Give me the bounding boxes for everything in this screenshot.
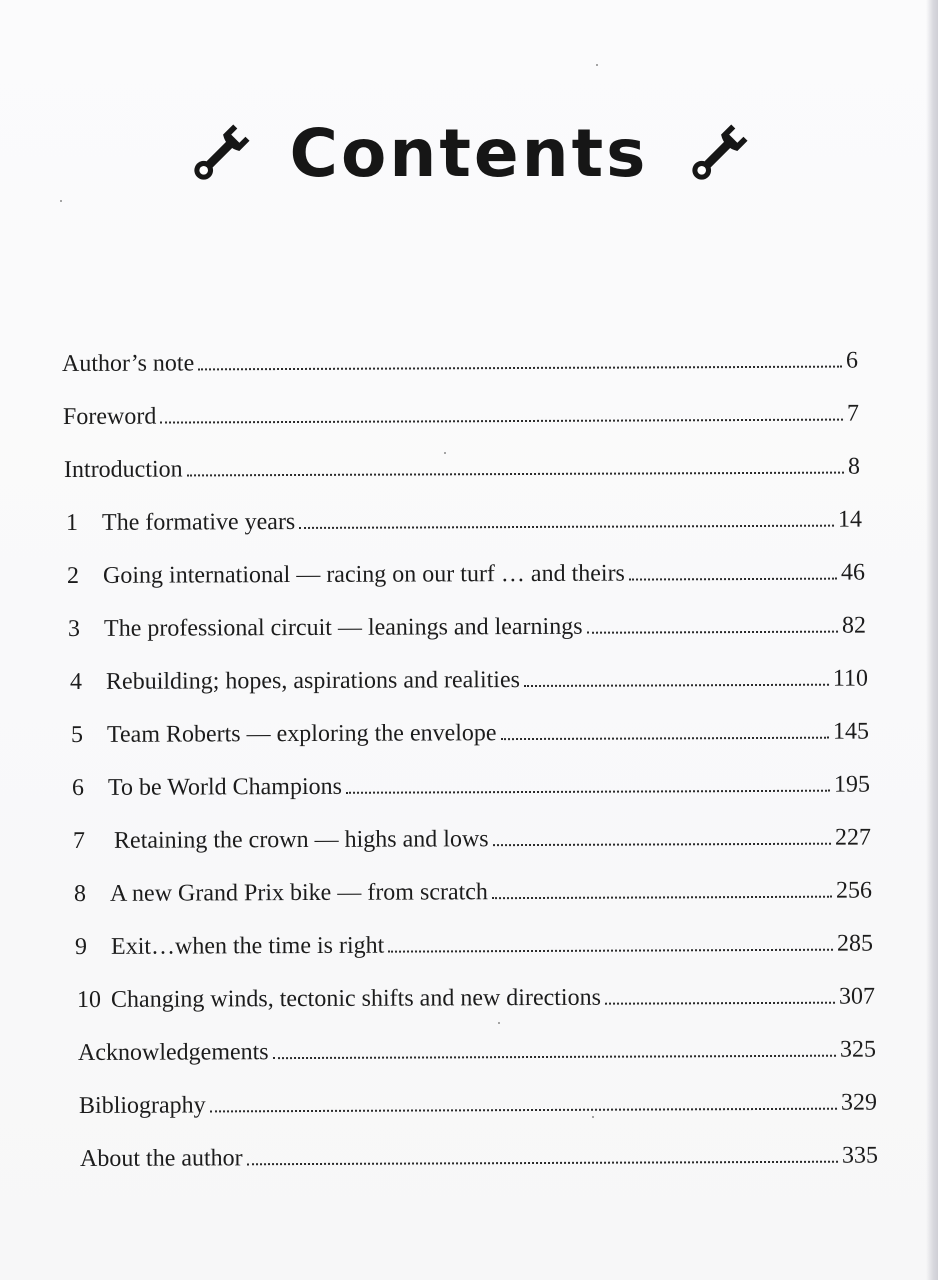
dot-leader <box>493 843 831 846</box>
dot-leader <box>210 1108 837 1113</box>
toc-entry-title: To be World Champions <box>107 773 342 801</box>
toc-page-number: 285 <box>836 930 874 957</box>
toc-entry-introduction[interactable] <box>64 455 860 482</box>
toc-entry-title: Going international — racing on our turf … and theirs <box>102 560 625 589</box>
toc-page-number: 329 <box>840 1089 878 1116</box>
toc-page-number: 82 <box>841 612 867 639</box>
toc-page-number: 227 <box>834 824 872 851</box>
dot-leader <box>492 896 832 899</box>
chapter-number: 8 <box>73 880 87 907</box>
toc-entry-title: Acknowledgements <box>77 1039 269 1066</box>
toc-page-number: 8 <box>847 453 861 480</box>
toc-entry-chapter-8[interactable] <box>74 879 872 906</box>
chapter-number: 7 <box>72 827 86 854</box>
toc-entry-chapter-2[interactable] <box>67 561 865 588</box>
toc-page-number: 110 <box>832 665 869 692</box>
dot-leader <box>299 525 834 529</box>
toc-page-number: 7 <box>846 400 860 427</box>
toc-entry-authors-note[interactable] <box>62 349 858 376</box>
toc-entry-chapter-3[interactable] <box>68 614 866 641</box>
toc-entry-title: Introduction <box>63 456 183 483</box>
toc-entry-title: Bibliography <box>78 1092 206 1119</box>
toc-page-number: 256 <box>835 877 873 904</box>
dot-leader <box>198 366 842 371</box>
toc-page-number: 195 <box>833 771 871 798</box>
dot-leader <box>587 631 838 634</box>
chapter-number: 9 <box>74 933 88 960</box>
toc-entry-title: Rebuilding; hopes, aspirations and realities <box>105 667 520 695</box>
toc-entry-chapter-7[interactable] <box>73 826 871 853</box>
toc-page-number: 325 <box>839 1036 877 1063</box>
chapter-number: 4 <box>69 668 83 695</box>
toc-entry-title: Author’s note <box>61 350 195 377</box>
toc-page-number: 307 <box>838 983 876 1010</box>
chapter-number: 10 <box>76 986 102 1013</box>
paper-speck <box>592 1116 594 1118</box>
chapter-number: 6 <box>71 774 85 801</box>
toc-entry-acknowledgements[interactable] <box>78 1038 876 1065</box>
toc-entry-about-the-author[interactable] <box>80 1144 878 1171</box>
toc-page-number: 46 <box>840 559 866 586</box>
dot-leader <box>247 1161 838 1166</box>
toc-entry-title: About the author <box>79 1145 243 1172</box>
dot-leader <box>160 419 843 424</box>
toc-page-number: 14 <box>837 506 863 533</box>
toc-entry-title: Team Roberts — exploring the envelope <box>106 720 497 748</box>
dot-leader <box>187 472 844 477</box>
toc-entry-chapter-10[interactable] <box>77 985 875 1012</box>
chapter-number: 2 <box>66 562 80 589</box>
dot-leader <box>501 737 829 740</box>
toc-entry-chapter-6[interactable] <box>72 773 870 800</box>
chapter-number: 3 <box>67 615 81 642</box>
toc-entry-chapter-4[interactable] <box>70 667 868 694</box>
toc-entry-chapter-1[interactable] <box>66 508 862 535</box>
paper-speck <box>596 64 598 66</box>
dot-leader <box>629 578 837 581</box>
paper-speck <box>444 452 446 454</box>
toc-entry-title: A new Grand Prix bike — from scratch <box>109 879 488 907</box>
paper-speck <box>60 200 62 202</box>
dot-leader <box>346 790 830 794</box>
toc-entry-chapter-5[interactable] <box>71 720 869 747</box>
toc-entry-title: Retaining the crown — highs and lows <box>113 826 489 854</box>
chapter-number: 1 <box>65 509 79 536</box>
dot-leader <box>524 684 829 687</box>
toc-entry-title: The formative years <box>101 508 296 536</box>
toc-entry-title: Exit…when the time is right <box>110 932 385 960</box>
toc-entry-foreword[interactable] <box>63 402 859 429</box>
page-title: Contents <box>289 115 649 192</box>
chapter-number: 5 <box>70 721 84 748</box>
toc-page-number: 6 <box>845 347 859 374</box>
dot-leader <box>273 1055 836 1059</box>
toc-entry-title: The professional circuit — leanings and learnings <box>103 613 583 642</box>
toc-page-number: 145 <box>832 718 870 745</box>
dot-leader <box>388 949 833 953</box>
toc-page-number: 335 <box>841 1142 879 1169</box>
toc-entry-bibliography[interactable] <box>79 1091 877 1118</box>
toc-entry-title: Changing winds, tectonic shifts and new directions <box>110 984 601 1013</box>
toc-entry-title: Foreword <box>62 403 157 430</box>
paper-speck <box>498 1022 500 1024</box>
toc-entry-chapter-9[interactable] <box>75 932 873 959</box>
dot-leader <box>605 1002 835 1005</box>
